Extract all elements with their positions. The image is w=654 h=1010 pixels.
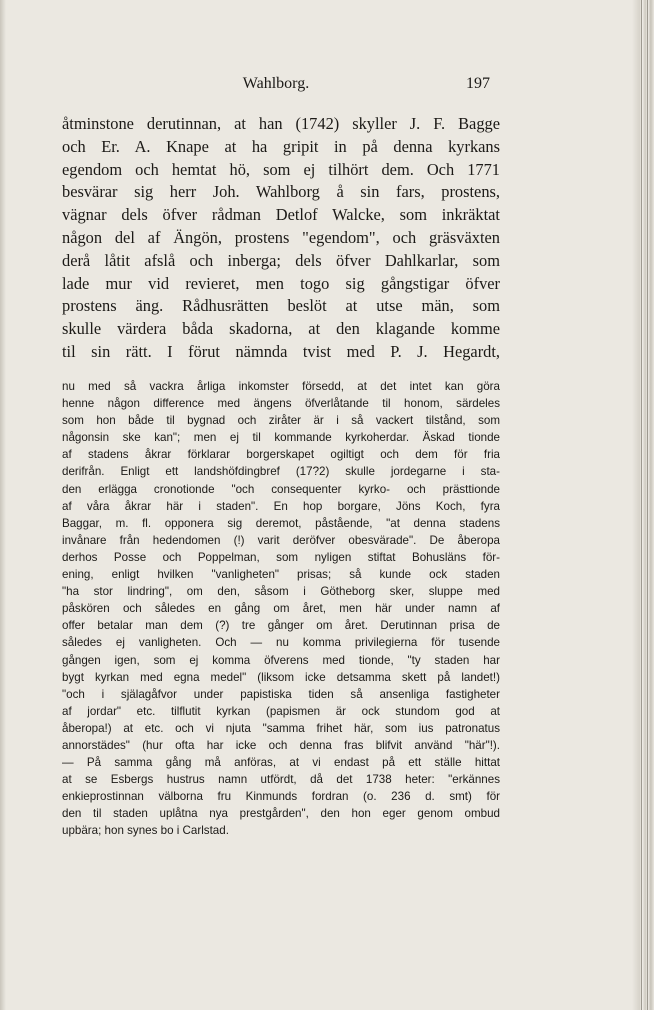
page-edge-left: [0, 0, 6, 1010]
text-line: til sin rätt. I förut nämnda tvist med P. J. Hegardt,: [62, 341, 500, 361]
footnote-line: enkieprostinnan välborna fru Kinmunds fordran (o. 236 d. smt) för: [62, 790, 500, 804]
text-line: och Er. A. Knape at ha gripit in på denna kyrkans: [62, 136, 500, 156]
text-line: skulle värdera båda skadorna, at den klagande komme: [62, 319, 500, 339]
footnote-line: af jordar" etc. tilflutit kyrkan (papismen är ock stundom god at: [62, 704, 500, 718]
page-number: 197: [466, 75, 490, 92]
footnote-line: invånare från hedendomen (!) varit deröfver obesvärade". De åberopa: [62, 533, 500, 547]
footnote: [62, 378, 500, 840]
footnote-line: henne någon difference med ängens öfverlåtande til honom, särdeles: [62, 397, 500, 411]
footnote-line: den erlägga cronotionde "och consequenter kyrko- och prästtionde: [62, 482, 500, 496]
page-edge-right: [632, 0, 654, 1010]
running-head: Wahlborg.: [242, 75, 310, 92]
footnote-line: påskören och således en gång om året, men här under namn af: [62, 602, 500, 616]
text-line: vägnar dels öfver rådman Detlof Walcke, som inkräktat: [62, 205, 500, 225]
footnote-line: offer betalar man dem (?) tre gånger om året. Derutinnan prisa de: [62, 619, 500, 633]
footnote-line: annorstädes" (hur ofta har icke och denna fras blifvit använd "här"!).: [62, 738, 500, 752]
footnote-line: upbära; hon synes bo i Carlstad.: [62, 824, 229, 838]
footnote-line: "och i själagåfvor under papistiska tiden så ansenliga fastigheter: [62, 687, 500, 701]
footnote-line: som hon både til bygnad och ziråter är i så vackert tilstånd, som: [62, 414, 500, 428]
text-line: åtminstone derutinnan, at han (1742) skyller J. F. Bagge: [62, 114, 500, 133]
footnote-line: at se Esbergs hustrus namn utfördt, då det 1738 heter: "erkännes: [62, 773, 500, 787]
footnote-line: af våra åkrar här i staden". En hop borgare, Jöns Koch, fyra: [62, 499, 500, 513]
footnote-line: gången igen, som ej komma öfverens med tionde, "ty staden har: [62, 653, 500, 667]
text-line: någon del af Ängön, prostens "egendom", och gräsväxten: [62, 227, 500, 247]
footnote-line: — På samma gång må anföras, at vi endast på ett ställe hittat: [62, 756, 500, 770]
footnote-line: Baggar, m. fl. opponera sig deremot, påstående, "at denna stadens: [62, 516, 500, 530]
footnote-line: "ha stor lindring", om den, såsom i Götheborg sker, sluppe med: [62, 585, 500, 599]
text-line: derå låtit afslå och inberga; dels öfver Dahlkarlar, som: [62, 250, 500, 270]
main-text: [62, 113, 500, 364]
text-line: egendom och hemtat hö, som ej tilhört dem. Och 1771: [62, 159, 500, 179]
footnote-line: den til staden uplåtna nya prestgården", den hon eger genom ombud: [62, 807, 500, 821]
text-line: besvärar sig herr Joh. Wahlborg å sin fars, prostens,: [62, 182, 500, 202]
text-line: lade mur vid revieret, men togo sig gångstigar öfver: [62, 273, 500, 293]
footnote-line: derhos Posse och Poppelman, som nyligen stiftat Bohusläns för-: [62, 550, 500, 564]
footnote-line: således ej vanligheten. Och — nu komma privilegierna för tusende: [62, 636, 500, 650]
footnote-line: af stadens åkrar förklarar borgerskapet ogiltigt och dem för fria: [62, 448, 500, 462]
page-header: [62, 75, 490, 99]
footnote-line: åberopa!) at etc. och vi njuta "samma frihet här, som ius patronatus: [62, 721, 500, 735]
footnote-line: någonsin ske kan"; men ej til kommande kyrkoherdar. Äskad tionde: [62, 431, 500, 445]
text-line: prostens äng. Rådhusrätten beslöt at utse män, som: [62, 296, 500, 316]
footnote-line: nu med så vackra årliga inkomster försedd, at det intet kan göra: [62, 380, 500, 393]
footnote-line: ening, enligt hvilken "vanligheten" prisas; så kunde ock staden: [62, 568, 500, 582]
footnote-line: bygt kyrkan med egna medel" (liksom icke detsamma skett på landet!): [62, 670, 500, 684]
footnote-line: derifrån. Enligt ett landshöfdingbref (17?2) skulle jordegarne i sta-: [62, 465, 500, 479]
